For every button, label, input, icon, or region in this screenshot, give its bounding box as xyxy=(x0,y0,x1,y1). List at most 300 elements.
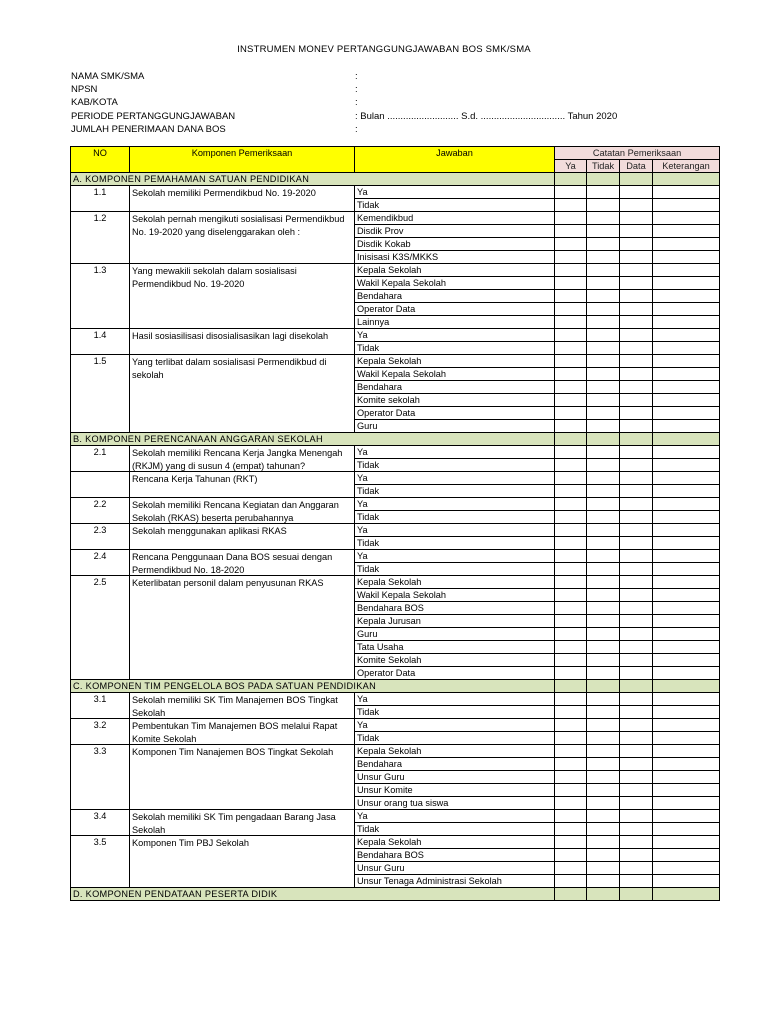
answer-option: Tidak xyxy=(355,459,555,472)
check-data-cell[interactable] xyxy=(620,563,653,576)
item-number: 3.3 xyxy=(71,745,130,810)
check-data-cell[interactable] xyxy=(620,420,653,433)
check-ya-cell[interactable] xyxy=(555,407,587,420)
check-ya-cell[interactable] xyxy=(555,641,587,654)
answer-option: Lainnya xyxy=(355,316,555,329)
header-komponen: Komponen Pemeriksaan xyxy=(130,147,355,173)
check-data-cell[interactable] xyxy=(620,745,653,758)
section-empty-cell xyxy=(587,680,620,693)
item-number: 3.4 xyxy=(71,810,130,836)
check-tidak-cell[interactable] xyxy=(587,875,620,888)
check-data-cell[interactable] xyxy=(620,407,653,420)
keterangan-cell[interactable] xyxy=(653,251,720,264)
item-component xyxy=(130,329,355,355)
table-row xyxy=(71,212,720,225)
check-ya-cell[interactable] xyxy=(555,797,587,810)
answer-option: Kemendikbud xyxy=(355,212,555,225)
keterangan-cell[interactable] xyxy=(653,329,720,342)
keterangan-cell[interactable] xyxy=(653,875,720,888)
header-no: NO xyxy=(71,147,130,173)
check-ya-cell[interactable] xyxy=(555,615,587,628)
keterangan-cell[interactable] xyxy=(653,446,720,459)
keterangan-cell[interactable] xyxy=(653,394,720,407)
check-data-cell[interactable] xyxy=(620,498,653,511)
item-number: 1.2 xyxy=(71,212,130,264)
check-tidak-cell[interactable] xyxy=(587,264,620,277)
keterangan-cell[interactable] xyxy=(653,212,720,225)
check-tidak-cell[interactable] xyxy=(587,732,620,745)
check-ya-cell[interactable] xyxy=(555,862,587,875)
check-tidak-cell[interactable] xyxy=(587,355,620,368)
section-empty-cell xyxy=(653,680,720,693)
keterangan-cell[interactable] xyxy=(653,381,720,394)
answer-option: Kepala Jurusan xyxy=(355,615,555,628)
check-tidak-cell[interactable] xyxy=(587,641,620,654)
check-tidak-cell[interactable] xyxy=(587,745,620,758)
section-empty-cell xyxy=(555,433,587,446)
check-ya-cell[interactable] xyxy=(555,628,587,641)
check-tidak-cell[interactable] xyxy=(587,849,620,862)
check-data-cell[interactable] xyxy=(620,654,653,667)
check-tidak-cell[interactable] xyxy=(587,537,620,550)
check-ya-cell[interactable] xyxy=(555,654,587,667)
check-tidak-cell[interactable] xyxy=(587,459,620,472)
check-data-cell[interactable] xyxy=(620,810,653,823)
answer-option: Kepala Sekolah xyxy=(355,264,555,277)
keterangan-cell[interactable] xyxy=(653,771,720,784)
answer-option: Bendahara xyxy=(355,290,555,303)
answer-option: Disdik Kokab xyxy=(355,238,555,251)
item-number: 2.4 xyxy=(71,550,130,576)
item-component xyxy=(130,212,355,264)
answer-option: Tidak xyxy=(355,537,555,550)
section-empty-cell xyxy=(587,433,620,446)
answer-option: Wakil Kepala Sekolah xyxy=(355,277,555,290)
item-number: 2.2 xyxy=(71,498,130,524)
item-number: 2.3 xyxy=(71,524,130,550)
keterangan-cell[interactable] xyxy=(653,485,720,498)
check-data-cell[interactable] xyxy=(620,797,653,810)
check-ya-cell[interactable] xyxy=(555,355,587,368)
section-row xyxy=(71,680,720,693)
keterangan-cell[interactable] xyxy=(653,524,720,537)
section-empty-cell xyxy=(653,173,720,186)
keterangan-cell[interactable] xyxy=(653,563,720,576)
item-text: Pembentukan Tim Manajemen BOS melalui Rapat Komite Sekolah xyxy=(132,721,338,744)
keterangan-cell[interactable] xyxy=(653,862,720,875)
check-ya-cell[interactable] xyxy=(555,784,587,797)
check-data-cell[interactable] xyxy=(620,615,653,628)
check-ya-cell[interactable] xyxy=(555,758,587,771)
check-tidak-cell[interactable] xyxy=(587,238,620,251)
check-tidak-cell[interactable] xyxy=(587,563,620,576)
check-data-cell[interactable] xyxy=(620,394,653,407)
check-ya-cell[interactable] xyxy=(555,836,587,849)
check-tidak-cell[interactable] xyxy=(587,589,620,602)
check-ya-cell[interactable] xyxy=(555,485,587,498)
section-title: D. KOMPONEN PENDATAAN PESERTA DIDIK xyxy=(71,888,555,901)
check-ya-cell[interactable] xyxy=(555,524,587,537)
check-ya-cell[interactable] xyxy=(555,511,587,524)
check-tidak-cell[interactable] xyxy=(587,199,620,212)
check-data-cell[interactable] xyxy=(620,355,653,368)
check-tidak-cell[interactable] xyxy=(587,719,620,732)
item-component xyxy=(130,693,355,719)
check-tidak-cell[interactable] xyxy=(587,420,620,433)
keterangan-cell[interactable] xyxy=(653,186,720,199)
item-component xyxy=(130,836,355,888)
keterangan-cell[interactable] xyxy=(653,472,720,485)
table-row xyxy=(71,810,720,823)
check-tidak-cell[interactable] xyxy=(587,758,620,771)
check-data-cell[interactable] xyxy=(620,316,653,329)
check-tidak-cell[interactable] xyxy=(587,368,620,381)
keterangan-cell[interactable] xyxy=(653,420,720,433)
check-data-cell[interactable] xyxy=(620,238,653,251)
check-data-cell[interactable] xyxy=(620,277,653,290)
check-tidak-cell[interactable] xyxy=(587,615,620,628)
check-tidak-cell[interactable] xyxy=(587,381,620,394)
check-ya-cell[interactable] xyxy=(555,693,587,706)
item-text: Komponen Tim PBJ Sekolah xyxy=(132,838,249,848)
item-text: Sekolah memiliki SK Tim Manajemen BOS Tingkat Sekolah xyxy=(132,695,338,718)
check-ya-cell[interactable] xyxy=(555,368,587,381)
check-data-cell[interactable] xyxy=(620,719,653,732)
check-ya-cell[interactable] xyxy=(555,251,587,264)
check-ya-cell[interactable] xyxy=(555,342,587,355)
check-data-cell[interactable] xyxy=(620,472,653,485)
keterangan-cell[interactable] xyxy=(653,238,720,251)
keterangan-cell[interactable] xyxy=(653,316,720,329)
item-component xyxy=(130,472,355,498)
check-data-cell[interactable] xyxy=(620,381,653,394)
header-value: : xyxy=(355,71,358,82)
header-jawaban: Jawaban xyxy=(355,147,555,173)
check-ya-cell[interactable] xyxy=(555,576,587,589)
section-empty-cell xyxy=(653,888,720,901)
check-tidak-cell[interactable] xyxy=(587,706,620,719)
keterangan-cell[interactable] xyxy=(653,602,720,615)
item-component xyxy=(130,498,355,524)
item-number xyxy=(71,472,130,498)
check-data-cell[interactable] xyxy=(620,459,653,472)
answer-option: Unsur Tenaga Administrasi Sekolah xyxy=(355,875,555,888)
section-empty-cell xyxy=(587,888,620,901)
check-tidak-cell[interactable] xyxy=(587,212,620,225)
keterangan-cell[interactable] xyxy=(653,784,720,797)
keterangan-cell[interactable] xyxy=(653,589,720,602)
item-text: Yang terlibat dalam sosialisasi Permendikbud di sekolah xyxy=(132,357,327,380)
check-data-cell[interactable] xyxy=(620,511,653,524)
check-ya-cell[interactable] xyxy=(555,290,587,303)
check-ya-cell[interactable] xyxy=(555,459,587,472)
check-ya-cell[interactable] xyxy=(555,212,587,225)
check-ya-cell[interactable] xyxy=(555,394,587,407)
check-tidak-cell[interactable] xyxy=(587,329,620,342)
keterangan-cell[interactable] xyxy=(653,498,720,511)
keterangan-cell[interactable] xyxy=(653,303,720,316)
keterangan-cell[interactable] xyxy=(653,225,720,238)
check-ya-cell[interactable] xyxy=(555,225,587,238)
check-ya-cell[interactable] xyxy=(555,277,587,290)
check-ya-cell[interactable] xyxy=(555,264,587,277)
check-ya-cell[interactable] xyxy=(555,381,587,394)
check-data-cell[interactable] xyxy=(620,836,653,849)
answer-option: Bendahara BOS xyxy=(355,849,555,862)
check-data-cell[interactable] xyxy=(620,849,653,862)
check-tidak-cell[interactable] xyxy=(587,251,620,264)
check-ya-cell[interactable] xyxy=(555,589,587,602)
item-text: Komponen Tim Nanajemen BOS Tingkat Sekolah xyxy=(132,747,334,757)
keterangan-cell[interactable] xyxy=(653,758,720,771)
check-tidak-cell[interactable] xyxy=(587,810,620,823)
item-text: Sekolah memiliki SK Tim pengadaan Barang Jasa Sekolah xyxy=(132,812,336,835)
check-ya-cell[interactable] xyxy=(555,238,587,251)
answer-option: Bendahara xyxy=(355,381,555,394)
table-row xyxy=(71,524,720,537)
item-component xyxy=(130,719,355,745)
check-tidak-cell[interactable] xyxy=(587,225,620,238)
header-ya: Ya xyxy=(555,160,587,173)
check-data-cell[interactable] xyxy=(620,576,653,589)
section-empty-cell xyxy=(555,680,587,693)
check-tidak-cell[interactable] xyxy=(587,667,620,680)
keterangan-cell[interactable] xyxy=(653,849,720,862)
check-data-cell[interactable] xyxy=(620,537,653,550)
check-data-cell[interactable] xyxy=(620,264,653,277)
check-data-cell[interactable] xyxy=(620,628,653,641)
check-ya-cell[interactable] xyxy=(555,420,587,433)
keterangan-cell[interactable] xyxy=(653,693,720,706)
check-data-cell[interactable] xyxy=(620,290,653,303)
answer-option: Ya xyxy=(355,446,555,459)
check-tidak-cell[interactable] xyxy=(587,628,620,641)
check-data-cell[interactable] xyxy=(620,823,653,836)
keterangan-cell[interactable] xyxy=(653,797,720,810)
item-text: Sekolah memiliki Rencana Kegiatan dan Anggaran Sekolah (RKAS) beserta perubahannya xyxy=(132,500,339,523)
check-tidak-cell[interactable] xyxy=(587,836,620,849)
check-ya-cell[interactable] xyxy=(555,875,587,888)
answer-option: Komite Sekolah xyxy=(355,654,555,667)
keterangan-cell[interactable] xyxy=(653,342,720,355)
check-tidak-cell[interactable] xyxy=(587,797,620,810)
section-empty-cell xyxy=(620,680,653,693)
check-ya-cell[interactable] xyxy=(555,732,587,745)
item-component xyxy=(130,576,355,680)
table-row xyxy=(71,329,720,342)
check-tidak-cell[interactable] xyxy=(587,576,620,589)
check-tidak-cell[interactable] xyxy=(587,472,620,485)
section-title: C. KOMPONEN TIM PENGELOLA BOS PADA SATUAN PENDIDIKAN xyxy=(71,680,555,693)
check-ya-cell[interactable] xyxy=(555,199,587,212)
check-ya-cell[interactable] xyxy=(555,472,587,485)
check-ya-cell[interactable] xyxy=(555,186,587,199)
table-row xyxy=(71,745,720,758)
check-data-cell[interactable] xyxy=(620,602,653,615)
check-tidak-cell[interactable] xyxy=(587,446,620,459)
check-tidak-cell[interactable] xyxy=(587,550,620,563)
header-tidak: Tidak xyxy=(587,160,620,173)
keterangan-cell[interactable] xyxy=(653,537,720,550)
keterangan-cell[interactable] xyxy=(653,810,720,823)
keterangan-cell[interactable] xyxy=(653,264,720,277)
check-data-cell[interactable] xyxy=(620,875,653,888)
check-tidak-cell[interactable] xyxy=(587,485,620,498)
section-row xyxy=(71,888,720,901)
item-number: 3.2 xyxy=(71,719,130,745)
answer-option: Komite sekolah xyxy=(355,394,555,407)
check-data-cell[interactable] xyxy=(620,550,653,563)
check-tidak-cell[interactable] xyxy=(587,342,620,355)
check-data-cell[interactable] xyxy=(620,342,653,355)
check-ya-cell[interactable] xyxy=(555,706,587,719)
check-ya-cell[interactable] xyxy=(555,745,587,758)
keterangan-cell[interactable] xyxy=(653,576,720,589)
header-data: Data xyxy=(620,160,653,173)
section-row xyxy=(71,433,720,446)
keterangan-cell[interactable] xyxy=(653,719,720,732)
check-ya-cell[interactable] xyxy=(555,810,587,823)
answer-option: Tidak xyxy=(355,732,555,745)
check-data-cell[interactable] xyxy=(620,485,653,498)
check-data-cell[interactable] xyxy=(620,524,653,537)
check-tidak-cell[interactable] xyxy=(587,511,620,524)
check-tidak-cell[interactable] xyxy=(587,862,620,875)
check-data-cell[interactable] xyxy=(620,225,653,238)
check-tidak-cell[interactable] xyxy=(587,290,620,303)
check-data-cell[interactable] xyxy=(620,667,653,680)
keterangan-cell[interactable] xyxy=(653,459,720,472)
check-data-cell[interactable] xyxy=(620,771,653,784)
section-title: A. KOMPONEN PEMAHAMAN SATUAN PENDIDIKAN xyxy=(71,173,555,186)
check-data-cell[interactable] xyxy=(620,186,653,199)
check-ya-cell[interactable] xyxy=(555,303,587,316)
check-data-cell[interactable] xyxy=(620,329,653,342)
check-tidak-cell[interactable] xyxy=(587,407,620,420)
check-tidak-cell[interactable] xyxy=(587,524,620,537)
answer-option: Ya xyxy=(355,810,555,823)
header-row xyxy=(71,110,711,123)
check-ya-cell[interactable] xyxy=(555,602,587,615)
check-tidak-cell[interactable] xyxy=(587,277,620,290)
answer-option: Guru xyxy=(355,420,555,433)
check-tidak-cell[interactable] xyxy=(587,498,620,511)
keterangan-cell[interactable] xyxy=(653,368,720,381)
check-tidak-cell[interactable] xyxy=(587,823,620,836)
keterangan-cell[interactable] xyxy=(653,667,720,680)
header-label: PERIODE PERTANGGUNGJAWABAN xyxy=(71,110,236,122)
item-component xyxy=(130,186,355,212)
check-tidak-cell[interactable] xyxy=(587,316,620,329)
keterangan-cell[interactable] xyxy=(653,745,720,758)
check-ya-cell[interactable] xyxy=(555,849,587,862)
keterangan-cell[interactable] xyxy=(653,199,720,212)
keterangan-cell[interactable] xyxy=(653,654,720,667)
keterangan-cell[interactable] xyxy=(653,290,720,303)
document-title: INSTRUMEN MONEV PERTANGGUNGJAWABAN BOS SMK/SMA xyxy=(237,44,531,55)
check-tidak-cell[interactable] xyxy=(587,771,620,784)
table-row xyxy=(71,836,720,849)
header-row xyxy=(71,70,711,83)
check-data-cell[interactable] xyxy=(620,758,653,771)
check-ya-cell[interactable] xyxy=(555,719,587,732)
check-data-cell[interactable] xyxy=(620,693,653,706)
check-data-cell[interactable] xyxy=(620,706,653,719)
answer-option: Unsur Komite xyxy=(355,784,555,797)
check-data-cell[interactable] xyxy=(620,446,653,459)
check-data-cell[interactable] xyxy=(620,589,653,602)
check-tidak-cell[interactable] xyxy=(587,784,620,797)
check-ya-cell[interactable] xyxy=(555,823,587,836)
keterangan-cell[interactable] xyxy=(653,823,720,836)
item-number: 2.5 xyxy=(71,576,130,680)
keterangan-cell[interactable] xyxy=(653,836,720,849)
item-number: 3.1 xyxy=(71,693,130,719)
check-tidak-cell[interactable] xyxy=(587,654,620,667)
section-empty-cell xyxy=(653,433,720,446)
answer-option: Tidak xyxy=(355,199,555,212)
check-tidak-cell[interactable] xyxy=(587,303,620,316)
header-value: : Bulan ........................... S.d. ................................ Tahun 2020 xyxy=(355,110,618,122)
check-ya-cell[interactable] xyxy=(555,667,587,680)
check-data-cell[interactable] xyxy=(620,199,653,212)
check-ya-cell[interactable] xyxy=(555,446,587,459)
check-ya-cell[interactable] xyxy=(555,550,587,563)
check-ya-cell[interactable] xyxy=(555,498,587,511)
answer-option: Ya xyxy=(355,524,555,537)
keterangan-cell[interactable] xyxy=(653,511,720,524)
check-data-cell[interactable] xyxy=(620,784,653,797)
check-ya-cell[interactable] xyxy=(555,771,587,784)
header-keterangan: Keterangan xyxy=(653,160,720,173)
check-tidak-cell[interactable] xyxy=(587,394,620,407)
check-ya-cell[interactable] xyxy=(555,316,587,329)
check-tidak-cell[interactable] xyxy=(587,693,620,706)
check-ya-cell[interactable] xyxy=(555,537,587,550)
item-text: Rencana Penggunaan Dana BOS sesuai dengan Permendikbud No. 18-2020 xyxy=(132,552,333,575)
keterangan-cell[interactable] xyxy=(653,407,720,420)
keterangan-cell[interactable] xyxy=(653,277,720,290)
header-value: : xyxy=(355,123,358,135)
table-row xyxy=(71,472,720,485)
check-data-cell[interactable] xyxy=(620,641,653,654)
check-data-cell[interactable] xyxy=(620,732,653,745)
check-ya-cell[interactable] xyxy=(555,329,587,342)
check-tidak-cell[interactable] xyxy=(587,602,620,615)
keterangan-cell[interactable] xyxy=(653,706,720,719)
header-label: NPSN xyxy=(71,84,98,96)
keterangan-cell[interactable] xyxy=(653,615,720,628)
keterangan-cell[interactable] xyxy=(653,550,720,563)
item-text: Sekolah menggunakan aplikasi RKAS xyxy=(132,526,287,536)
check-data-cell[interactable] xyxy=(620,368,653,381)
item-number: 3.5 xyxy=(71,836,130,888)
check-ya-cell[interactable] xyxy=(555,563,587,576)
check-data-cell[interactable] xyxy=(620,303,653,316)
keterangan-cell[interactable] xyxy=(653,641,720,654)
answer-option: Operator Data xyxy=(355,303,555,316)
check-data-cell[interactable] xyxy=(620,212,653,225)
check-tidak-cell[interactable] xyxy=(587,186,620,199)
answer-option: Ya xyxy=(355,719,555,732)
keterangan-cell[interactable] xyxy=(653,355,720,368)
answer-option: Operator Data xyxy=(355,407,555,420)
check-data-cell[interactable] xyxy=(620,251,653,264)
keterangan-cell[interactable] xyxy=(653,732,720,745)
answer-option: Unsur orang tua siswa xyxy=(355,797,555,810)
check-data-cell[interactable] xyxy=(620,862,653,875)
keterangan-cell[interactable] xyxy=(653,628,720,641)
